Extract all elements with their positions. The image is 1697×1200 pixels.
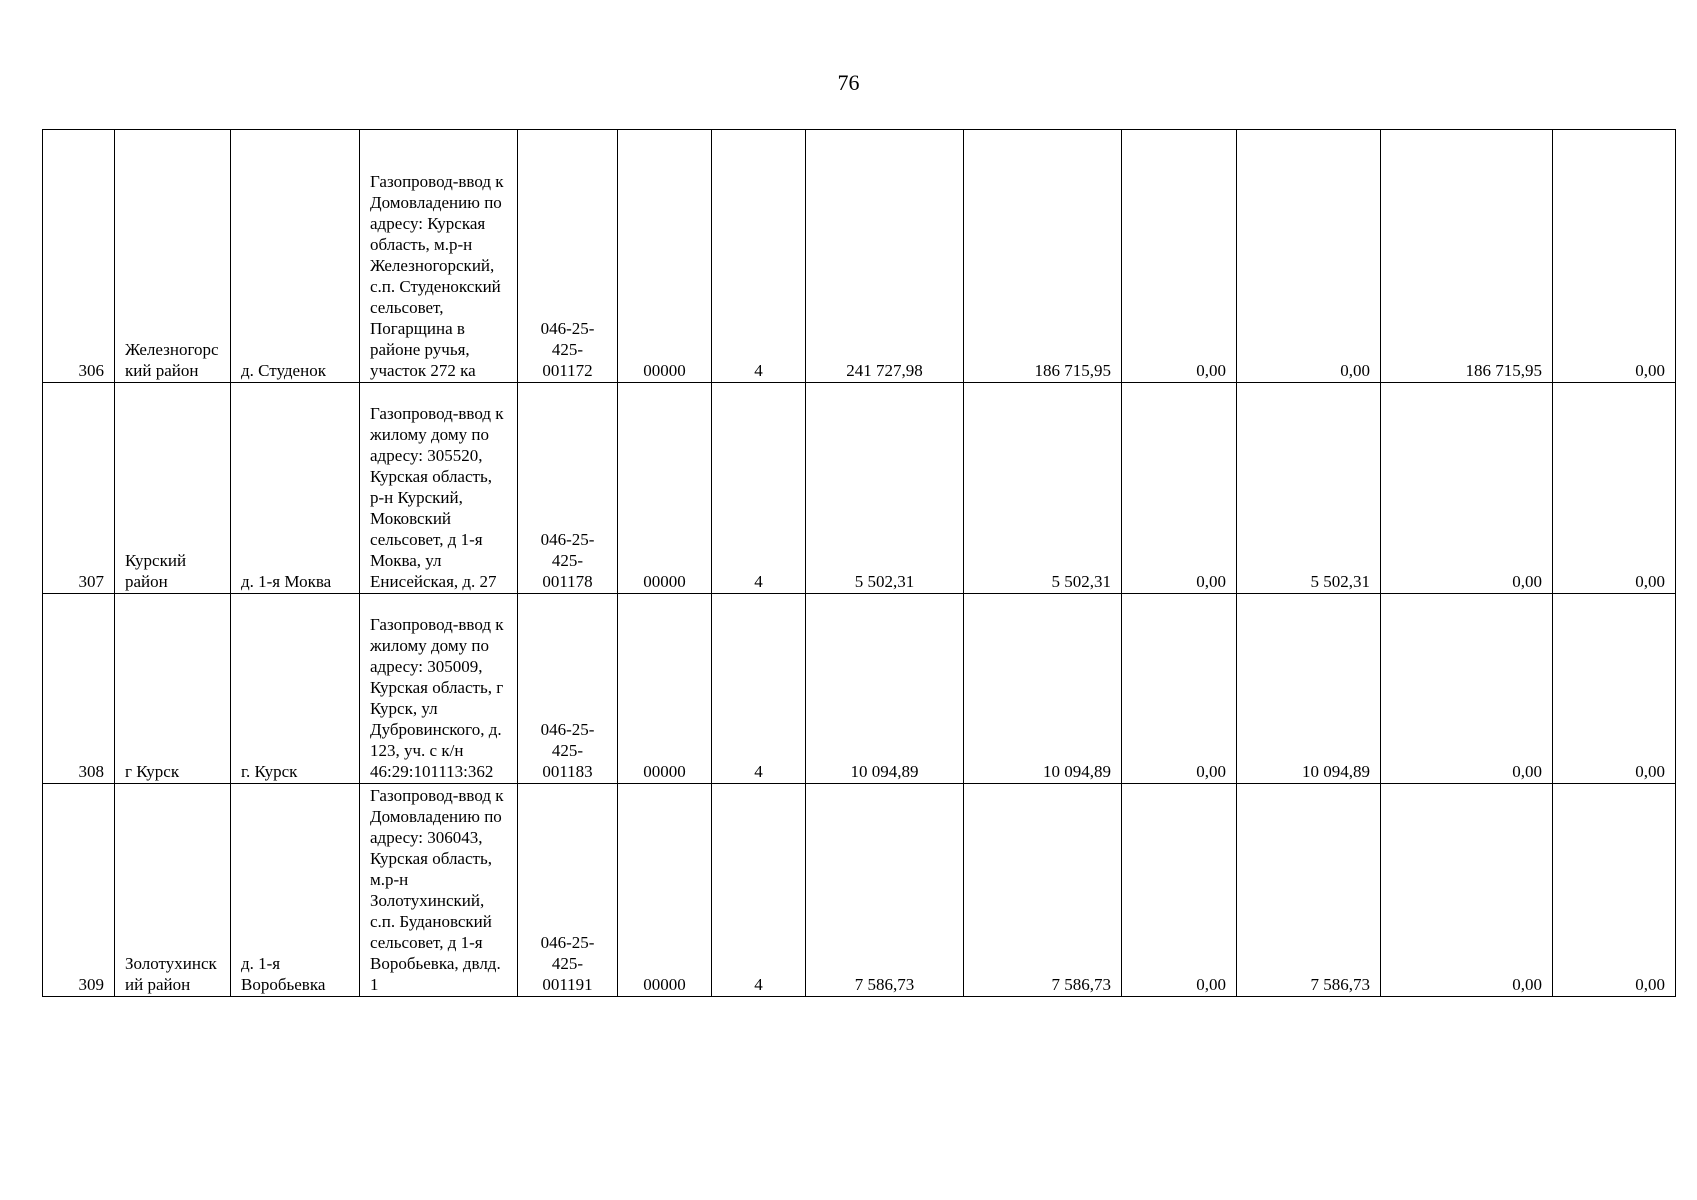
row-number: 309 xyxy=(43,784,115,997)
value-5-cell: 0,00 xyxy=(1381,594,1553,784)
code-cell: 00000 xyxy=(618,130,712,383)
row-number: 308 xyxy=(43,594,115,784)
inventory-number-cell: 046-25-425-001172 xyxy=(518,130,618,383)
value-6-cell: 0,00 xyxy=(1553,784,1676,997)
row-number: 306 xyxy=(43,130,115,383)
locality-cell: д. Студенок xyxy=(231,130,360,383)
value-6-cell: 0,00 xyxy=(1553,383,1676,594)
value-2-cell: 5 502,31 xyxy=(964,383,1122,594)
locality-cell: д. 1-я Воробьевка xyxy=(231,784,360,997)
table-row xyxy=(43,383,1676,594)
group-cell: 4 xyxy=(712,130,806,383)
table-row xyxy=(43,784,1676,997)
locality-cell: д. 1-я Моква xyxy=(231,383,360,594)
inventory-number-cell: 046-25-425-001191 xyxy=(518,784,618,997)
inventory-number-cell: 046-25-425-001183 xyxy=(518,594,618,784)
value-3-cell: 0,00 xyxy=(1122,130,1237,383)
district-cell: Курский район xyxy=(115,383,231,594)
value-1-cell: 241 727,98 xyxy=(806,130,964,383)
object-description-cell: Газопровод-ввод к жилому дому по адресу: 305520, Курская область, р-н Курский, Моковский сельсовет, д 1-я Моква, ул Енисейская, д. 27 xyxy=(360,383,518,594)
table-row xyxy=(43,594,1676,784)
value-4-cell: 0,00 xyxy=(1237,130,1381,383)
group-cell: 4 xyxy=(712,594,806,784)
table-row xyxy=(43,130,1676,383)
value-4-cell: 7 586,73 xyxy=(1237,784,1381,997)
inventory-number-cell: 046-25-425-001178 xyxy=(518,383,618,594)
value-6-cell: 0,00 xyxy=(1553,130,1676,383)
register-table xyxy=(42,129,1676,997)
object-description-cell: Газопровод-ввод к Домовладению по адресу: Курская область, м.р-н Железногорский, с.п. Студенокский сельсовет, Погарщина в районе ручья, участок 272 ка xyxy=(360,130,518,383)
code-cell: 00000 xyxy=(618,383,712,594)
value-3-cell: 0,00 xyxy=(1122,383,1237,594)
object-description-cell: Газопровод-ввод к Домовладению по адресу: 306043, Курская область, м.р-н Золотухинский, с.п. Будановский сельсовет, д 1-я Воробьевка, двлд. 1 xyxy=(360,784,518,997)
object-description-cell: Газопровод-ввод к жилому дому по адресу: 305009, Курская область, г Курск, ул Дубровинского, д. 123, уч. с к/н 46:29:101113:362 xyxy=(360,594,518,784)
value-1-cell: 10 094,89 xyxy=(806,594,964,784)
value-1-cell: 7 586,73 xyxy=(806,784,964,997)
code-cell: 00000 xyxy=(618,594,712,784)
value-3-cell: 0,00 xyxy=(1122,784,1237,997)
group-cell: 4 xyxy=(712,784,806,997)
value-3-cell: 0,00 xyxy=(1122,594,1237,784)
value-5-cell: 0,00 xyxy=(1381,383,1553,594)
locality-cell: г. Курск xyxy=(231,594,360,784)
row-number: 307 xyxy=(43,383,115,594)
page-number: 76 xyxy=(837,70,860,95)
value-2-cell: 186 715,95 xyxy=(964,130,1122,383)
value-2-cell: 10 094,89 xyxy=(964,594,1122,784)
district-cell: г Курск xyxy=(115,594,231,784)
value-5-cell: 186 715,95 xyxy=(1381,130,1553,383)
code-cell: 00000 xyxy=(618,784,712,997)
district-cell: Золотухинский район xyxy=(115,784,231,997)
group-cell: 4 xyxy=(712,383,806,594)
district-cell: Железногорский район xyxy=(115,130,231,383)
value-2-cell: 7 586,73 xyxy=(964,784,1122,997)
value-5-cell: 0,00 xyxy=(1381,784,1553,997)
value-1-cell: 5 502,31 xyxy=(806,383,964,594)
value-4-cell: 10 094,89 xyxy=(1237,594,1381,784)
value-6-cell: 0,00 xyxy=(1553,594,1676,784)
value-4-cell: 5 502,31 xyxy=(1237,383,1381,594)
